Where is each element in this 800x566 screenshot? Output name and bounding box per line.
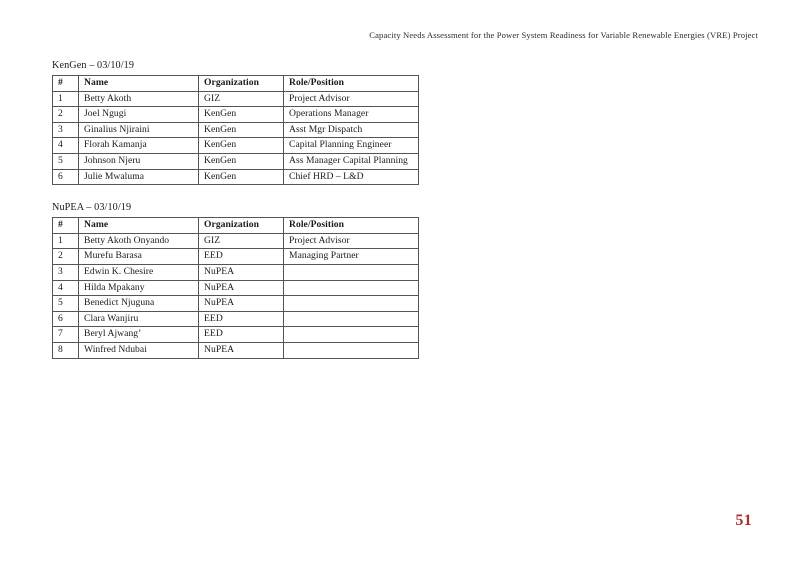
table-row (53, 107, 419, 123)
cell-num: 2 (53, 249, 79, 265)
cell-name: Hilda Mpakany (79, 280, 199, 296)
cell-name: Julie Mwaluma (79, 169, 199, 185)
cell-name: Florah Kamanja (79, 138, 199, 154)
cell-role: Managing Partner (284, 249, 419, 265)
table-row (53, 311, 419, 327)
cell-role (284, 264, 419, 280)
cell-organization: NuPEA (199, 264, 284, 280)
column-header-name: Name (79, 218, 199, 234)
cell-name: Edwin K. Chesire (79, 264, 199, 280)
cell-name: Clara Wanjiru (79, 311, 199, 327)
table-row (53, 233, 419, 249)
cell-role: Ass Manager Capital Planning (284, 153, 419, 169)
cell-role (284, 311, 419, 327)
cell-organization: KenGen (199, 153, 284, 169)
table-row (53, 169, 419, 185)
page-content (52, 60, 752, 376)
cell-num: 2 (53, 107, 79, 123)
cell-organization: NuPEA (199, 280, 284, 296)
cell-role (284, 327, 419, 343)
cell-name: Joel Ngugi (79, 107, 199, 123)
cell-num: 4 (53, 280, 79, 296)
cell-name: Betty Akoth Onyando (79, 233, 199, 249)
attendance-sections (52, 60, 752, 359)
cell-name: Betty Akoth (79, 91, 199, 107)
cell-name: Murefu Barasa (79, 249, 199, 265)
column-header-role: Role/Position (284, 76, 419, 92)
section-label: NuPEA – 03/10/19 (52, 202, 132, 214)
cell-role (284, 342, 419, 358)
cell-num: 5 (53, 153, 79, 169)
cell-name: Benedict Njuguna (79, 296, 199, 312)
cell-name: Ginalius Njiraini (79, 122, 199, 138)
attendance-section (52, 60, 752, 185)
cell-num: 3 (53, 264, 79, 280)
table-row (53, 138, 419, 154)
cell-num: 6 (53, 169, 79, 185)
cell-organization: KenGen (199, 169, 284, 185)
cell-organization: KenGen (199, 107, 284, 123)
attendance-section (52, 202, 752, 358)
cell-role: Project Advisor (284, 91, 419, 107)
running-header: Capacity Needs Assessment for the Power System Readiness for Variable Renewable Energies (VRE) Project (369, 30, 758, 40)
table-row (53, 280, 419, 296)
table-row (53, 249, 419, 265)
cell-organization: KenGen (199, 138, 284, 154)
cell-num: 1 (53, 233, 79, 249)
cell-num: 4 (53, 138, 79, 154)
attendance-table (52, 75, 419, 185)
cell-role (284, 280, 419, 296)
cell-role: Capital Planning Engineer (284, 138, 419, 154)
table-row (53, 296, 419, 312)
cell-organization: GIZ (199, 91, 284, 107)
cell-num: 7 (53, 327, 79, 343)
table-row (53, 153, 419, 169)
cell-organization: NuPEA (199, 296, 284, 312)
table-row (53, 327, 419, 343)
cell-role: Chief HRD – L&D (284, 169, 419, 185)
column-header-name: Name (79, 76, 199, 92)
cell-num: 6 (53, 311, 79, 327)
cell-num: 1 (53, 91, 79, 107)
attendance-table (52, 217, 419, 358)
table-header-row (53, 76, 419, 92)
cell-num: 5 (53, 296, 79, 312)
cell-num: 8 (53, 342, 79, 358)
cell-organization: KenGen (199, 122, 284, 138)
page-number: 51 (735, 512, 752, 529)
cell-organization: EED (199, 249, 284, 265)
table-row (53, 122, 419, 138)
cell-name: Winfred Ndubai (79, 342, 199, 358)
table-row (53, 264, 419, 280)
cell-role (284, 296, 419, 312)
cell-num: 3 (53, 122, 79, 138)
cell-organization: GIZ (199, 233, 284, 249)
cell-name: Johnson Njeru (79, 153, 199, 169)
column-header-num: # (53, 76, 79, 92)
column-header-organization: Organization (199, 218, 284, 234)
cell-role: Asst Mgr Dispatch (284, 122, 419, 138)
table-row (53, 91, 419, 107)
table-row (53, 342, 419, 358)
column-header-role: Role/Position (284, 218, 419, 234)
cell-organization: NuPEA (199, 342, 284, 358)
cell-role: Operations Manager (284, 107, 419, 123)
cell-role: Project Advisor (284, 233, 419, 249)
cell-organization: EED (199, 327, 284, 343)
cell-name: Beryl Ajwang’ (79, 327, 199, 343)
table-header-row (53, 218, 419, 234)
cell-organization: EED (199, 311, 284, 327)
section-label: KenGen – 03/10/19 (52, 60, 135, 71)
column-header-organization: Organization (199, 76, 284, 92)
column-header-num: # (53, 218, 79, 234)
